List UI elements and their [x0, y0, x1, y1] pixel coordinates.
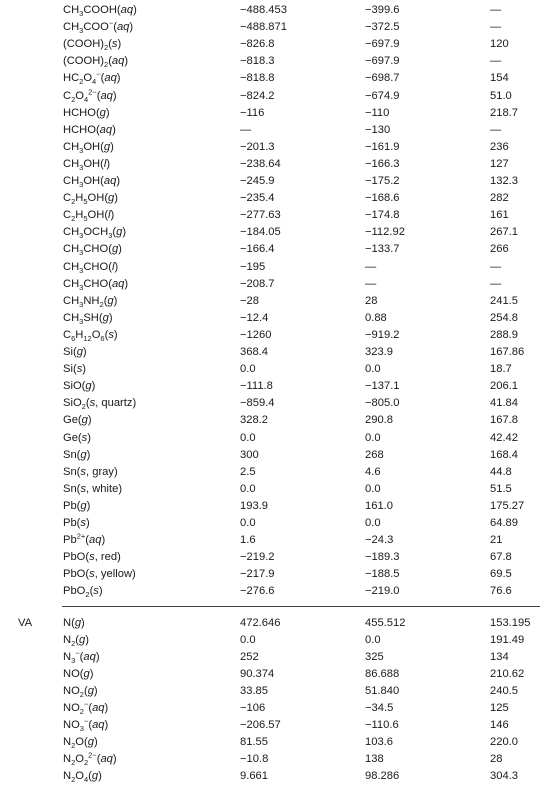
species-cell: $CH_3CHO(l)$ — [63, 260, 119, 275]
entropy-cell: — — [490, 4, 502, 16]
species-cell: $(COOH)_2(s)$ — [63, 38, 122, 53]
enthalpy-cell: −217.9 — [240, 568, 275, 581]
entropy-cell: 304.3 — [490, 770, 518, 783]
entropy-cell: — — [490, 123, 502, 136]
table-row — [0, 139, 547, 156]
enthalpy-cell: 90.374 — [240, 667, 275, 680]
entropy-cell: 266 — [490, 243, 509, 256]
entropy-cell: 69.5 — [490, 568, 512, 581]
table-row — [0, 751, 547, 768]
entropy-cell: 218.7 — [490, 106, 518, 119]
enthalpy-cell: −824.2 — [240, 89, 275, 102]
table-row — [0, 481, 547, 498]
enthalpy-cell: −219.2 — [240, 551, 275, 564]
enthalpy-cell: 9.661 — [240, 770, 268, 783]
species-cell: PbO$_2$(s) — [63, 585, 103, 600]
group-cell: VA — [18, 616, 33, 629]
enthalpy-cell: 300 — [240, 448, 259, 461]
species-cell: $CH_3OH(g)$ — [63, 140, 114, 156]
species-cell: $CH_3NH_2(g)$ — [63, 294, 118, 309]
enthalpy-cell: 0.0 — [240, 431, 256, 444]
entropy-cell: 134 — [490, 650, 509, 663]
table-row — [0, 173, 547, 190]
entropy-cell: 42.42 — [490, 431, 518, 444]
entropy-cell: 51.5 — [490, 482, 512, 495]
species-cell: SiO(g) — [63, 380, 96, 393]
table-row — [0, 259, 547, 276]
species-cell: $NO_2(g)$ — [63, 684, 98, 700]
enthalpy-cell: −488.453 — [240, 4, 287, 16]
entropy-cell: 236 — [490, 140, 509, 153]
gibbs-cell: 103.6 — [365, 736, 393, 749]
species-cell: HCHO(g) — [63, 106, 110, 119]
enthalpy-cell: −106 — [240, 702, 266, 714]
enthalpy-cell: −818.8 — [240, 72, 275, 85]
table-row — [0, 2, 547, 19]
species-cell: $CH_3SH(g)$ — [63, 311, 113, 327]
species-cell: $NO_2^-(aq)$ — [63, 699, 109, 717]
enthalpy-cell: 193.9 — [240, 499, 268, 512]
entropy-cell: — — [490, 260, 502, 273]
gibbs-cell: 325 — [365, 650, 384, 663]
enthalpy-cell: −488.871 — [240, 21, 287, 34]
gibbs-cell: −130 — [365, 123, 391, 136]
gibbs-cell: 51.840 — [365, 684, 400, 697]
enthalpy-cell: −195 — [240, 260, 266, 273]
enthalpy-cell: −12.4 — [240, 311, 269, 324]
gibbs-cell: −161.9 — [365, 140, 400, 153]
table-row — [0, 464, 547, 481]
gibbs-cell: −175.2 — [365, 175, 400, 187]
enthalpy-cell: −111.8 — [240, 380, 273, 393]
gibbs-cell: −919.2 — [365, 328, 400, 341]
table-row — [0, 700, 547, 717]
species-cell: $CH_3CHO(aq)$ — [63, 277, 129, 292]
gibbs-cell: −697.9 — [365, 55, 400, 68]
species-cell: $N_2O_2^{2-}(aq)$ — [63, 750, 117, 768]
gibbs-cell: 290.8 — [365, 414, 393, 427]
entropy-cell: 161 — [490, 209, 509, 222]
enthalpy-cell: −276.6 — [240, 585, 275, 598]
species-cell: SiO$_2$(s, quartz) — [63, 397, 137, 412]
gibbs-cell: 161.0 — [365, 499, 393, 512]
gibbs-cell: 0.0 — [365, 363, 381, 376]
table-row — [0, 70, 547, 87]
enthalpy-cell: −28 — [240, 294, 259, 307]
species-cell: $CH_3OH(aq)$ — [63, 175, 121, 190]
gibbs-cell: −698.7 — [365, 72, 400, 85]
table-row — [0, 19, 547, 36]
species-cell: $CH_3CHO(g)$ — [63, 243, 122, 258]
species-cell: $NO_3^-(aq)$ — [63, 716, 109, 734]
species-cell: N(g) — [63, 616, 85, 629]
table-row — [0, 241, 547, 258]
gibbs-cell: 0.0 — [365, 517, 381, 529]
entropy-cell: 44.8 — [490, 465, 512, 478]
enthalpy-cell: 252 — [240, 650, 259, 663]
entropy-cell: 241.5 — [490, 294, 518, 307]
enthalpy-cell: 81.55 — [240, 736, 268, 749]
gibbs-cell: 323.9 — [365, 346, 393, 358]
species-cell: $N_3^-(aq)$ — [63, 647, 100, 665]
enthalpy-cell: 2.5 — [240, 465, 256, 478]
table-row — [0, 105, 547, 122]
gibbs-cell: 0.0 — [365, 482, 381, 495]
gibbs-cell: −168.6 — [365, 192, 400, 205]
species-cell: Sn(s, white) — [63, 482, 123, 495]
table-row — [0, 293, 547, 310]
gibbs-cell: 0.0 — [365, 431, 381, 444]
enthalpy-cell: 368.4 — [240, 346, 268, 358]
entropy-cell: 168.4 — [490, 448, 518, 461]
entropy-cell: 210.62 — [490, 667, 525, 680]
gibbs-cell: −219.0 — [365, 585, 400, 598]
table-row — [0, 276, 547, 293]
enthalpy-cell: 328.2 — [240, 414, 268, 427]
entropy-cell: 175.27 — [490, 499, 525, 512]
table-row — [0, 666, 547, 683]
table-row — [0, 717, 547, 734]
species-cell: PbO(s, red) — [63, 551, 121, 564]
table-row — [0, 53, 547, 70]
species-cell: $N_2(g)$ — [63, 633, 89, 648]
species-cell: HCHO(aq) — [63, 123, 116, 136]
enthalpy-cell: −166.4 — [240, 243, 275, 256]
gibbs-cell: 98.286 — [365, 770, 400, 783]
entropy-cell: 67.8 — [490, 551, 512, 564]
enthalpy-cell: 33.85 — [240, 684, 268, 697]
entropy-cell: 51.0 — [490, 89, 512, 102]
species-cell: $C_2H_5OH(g)$ — [63, 192, 119, 207]
entropy-cell: 167.8 — [490, 414, 518, 427]
enthalpy-cell: −826.8 — [240, 38, 275, 51]
table-row — [0, 378, 547, 395]
enthalpy-cell: −238.64 — [240, 157, 281, 170]
gibbs-cell: −133.7 — [365, 243, 400, 256]
enthalpy-cell: −1260 — [240, 328, 272, 341]
species-cell: Pb(s) — [63, 517, 90, 529]
table-row — [0, 88, 547, 105]
table-row — [0, 734, 547, 751]
entropy-cell: 120 — [490, 38, 509, 51]
gibbs-cell: — — [365, 277, 377, 290]
entropy-cell: 153.195 — [490, 616, 531, 629]
table-row — [0, 412, 547, 429]
enthalpy-cell: −277.63 — [240, 209, 281, 222]
table-row — [0, 515, 547, 532]
table-row — [0, 549, 547, 566]
enthalpy-cell: −859.4 — [240, 397, 275, 410]
entropy-cell: 254.8 — [490, 311, 518, 324]
enthalpy-cell: 0.0 — [240, 517, 256, 529]
gibbs-cell: 0.88 — [365, 311, 387, 324]
species-cell: $C_6H_{12}O_6(s)$ — [63, 328, 118, 344]
table-row — [0, 632, 547, 649]
gibbs-cell: 138 — [365, 753, 384, 766]
species-cell: $CH_3OH(l)$ — [63, 157, 111, 173]
entropy-cell: 125 — [490, 702, 509, 714]
table-row — [0, 36, 547, 53]
species-cell: Pb(g) — [63, 499, 91, 512]
species-cell: $(COOH)_2(aq)$ — [63, 55, 129, 70]
species-cell: Si(s) — [63, 363, 87, 376]
table-row — [0, 310, 547, 327]
table-row — [0, 768, 547, 785]
entropy-cell: 21 — [490, 534, 503, 547]
gibbs-cell: 0.0 — [365, 633, 381, 646]
entropy-cell: 64.89 — [490, 517, 518, 529]
species-cell: $CH_3COOH(aq)$ — [63, 4, 137, 19]
table-row — [0, 327, 547, 344]
entropy-cell: 154 — [490, 72, 509, 85]
enthalpy-cell: 0.0 — [240, 363, 256, 376]
gibbs-cell: −112.92 — [365, 226, 405, 239]
entropy-cell: 146 — [490, 719, 509, 732]
entropy-cell: 127 — [490, 157, 509, 170]
table-row — [0, 683, 547, 700]
table-row — [0, 156, 547, 173]
species-cell: Si(g) — [63, 346, 87, 358]
table-row — [0, 498, 547, 515]
species-cell: $N_2O_4(g)$ — [63, 770, 102, 785]
entropy-cell: — — [490, 277, 502, 290]
enthalpy-cell: 472.646 — [240, 616, 281, 629]
gibbs-cell: −110 — [365, 106, 390, 119]
entropy-cell: 191.49 — [490, 633, 525, 646]
table-row — [0, 532, 547, 549]
species-cell: Sn(g) — [63, 448, 91, 461]
species-cell: Ge(s) — [63, 431, 91, 444]
enthalpy-cell: −206.57 — [240, 719, 281, 732]
group-divider — [62, 606, 540, 607]
table-row — [0, 649, 547, 666]
entropy-cell: 282 — [490, 192, 509, 205]
table-row — [0, 190, 547, 207]
table-row — [0, 615, 547, 632]
table-row — [0, 361, 547, 378]
entropy-cell: 18.7 — [490, 363, 512, 376]
gibbs-cell: −34.5 — [365, 702, 394, 714]
species-cell: $CH_3OCH_3(g)$ — [63, 226, 127, 241]
entropy-cell: — — [490, 21, 502, 34]
enthalpy-cell: — — [240, 123, 252, 136]
gibbs-cell: −24.3 — [365, 534, 394, 547]
entropy-cell: 240.5 — [490, 684, 518, 697]
gibbs-cell: −110.6 — [365, 719, 399, 732]
species-cell: $N_2O(g)$ — [63, 736, 98, 751]
table-row — [0, 344, 547, 361]
enthalpy-cell: −10.8 — [240, 753, 269, 766]
gibbs-cell: −174.8 — [365, 209, 400, 222]
entropy-cell: 267.1 — [490, 226, 518, 239]
enthalpy-cell: 1.6 — [240, 534, 256, 547]
gibbs-cell: 268 — [365, 448, 384, 461]
entropy-cell: 76.6 — [490, 585, 512, 598]
enthalpy-cell: 0.0 — [240, 633, 256, 646]
gibbs-cell: — — [365, 260, 377, 273]
species-cell: $Pb^{2+}(aq)$ — [63, 531, 106, 547]
gibbs-cell: −674.9 — [365, 89, 400, 102]
gibbs-cell: 28 — [365, 294, 378, 307]
enthalpy-cell: −201.3 — [240, 140, 275, 153]
species-cell: $CH_3COO^-(aq)$ — [63, 18, 134, 36]
gibbs-cell: −137.1 — [365, 380, 400, 393]
table-row — [0, 224, 547, 241]
enthalpy-cell: 0.0 — [240, 482, 256, 495]
entropy-cell: — — [490, 55, 502, 68]
species-cell: $HC_2O_4^-(aq)$ — [63, 69, 121, 87]
species-cell: Sn(s, gray) — [63, 465, 118, 478]
entropy-cell: 167.86 — [490, 346, 525, 358]
gibbs-cell: 86.688 — [365, 667, 400, 680]
enthalpy-cell: −818.3 — [240, 55, 275, 68]
gibbs-cell: −188.5 — [365, 568, 400, 581]
table-row — [0, 122, 547, 139]
table-row — [0, 583, 547, 600]
species-cell: Ge(g) — [63, 414, 92, 427]
species-cell: PbO(s, yellow) — [63, 568, 136, 581]
enthalpy-cell: −116 — [240, 106, 265, 119]
entropy-cell: 206.1 — [490, 380, 518, 393]
entropy-cell: 41.84 — [490, 397, 518, 410]
gibbs-cell: −697.9 — [365, 38, 400, 51]
entropy-cell: 220.0 — [490, 736, 518, 749]
gibbs-cell: −372.5 — [365, 21, 400, 34]
species-cell: NO(g) — [63, 667, 94, 680]
enthalpy-cell: −184.05 — [240, 226, 281, 239]
gibbs-cell: −189.3 — [365, 551, 400, 564]
species-cell: $C_2O_4^{2-}(aq)$ — [63, 86, 117, 104]
table-row — [0, 395, 547, 412]
enthalpy-cell: −245.9 — [240, 175, 275, 187]
table-row — [0, 207, 547, 224]
gibbs-cell: −399.6 — [365, 4, 400, 16]
gibbs-cell: 455.512 — [365, 616, 406, 629]
enthalpy-cell: −208.7 — [240, 277, 275, 290]
gibbs-cell: −166.3 — [365, 157, 400, 170]
table-row — [0, 566, 547, 583]
table-row — [0, 447, 547, 464]
species-cell: $C_2H_5OH(l)$ — [63, 209, 115, 224]
gibbs-cell: 4.6 — [365, 465, 381, 478]
entropy-cell: 288.9 — [490, 328, 518, 341]
table-row — [0, 430, 547, 447]
enthalpy-cell: −235.4 — [240, 192, 275, 205]
entropy-cell: 132.3 — [490, 175, 518, 187]
entropy-cell: 28 — [490, 753, 503, 766]
gibbs-cell: −805.0 — [365, 397, 400, 410]
